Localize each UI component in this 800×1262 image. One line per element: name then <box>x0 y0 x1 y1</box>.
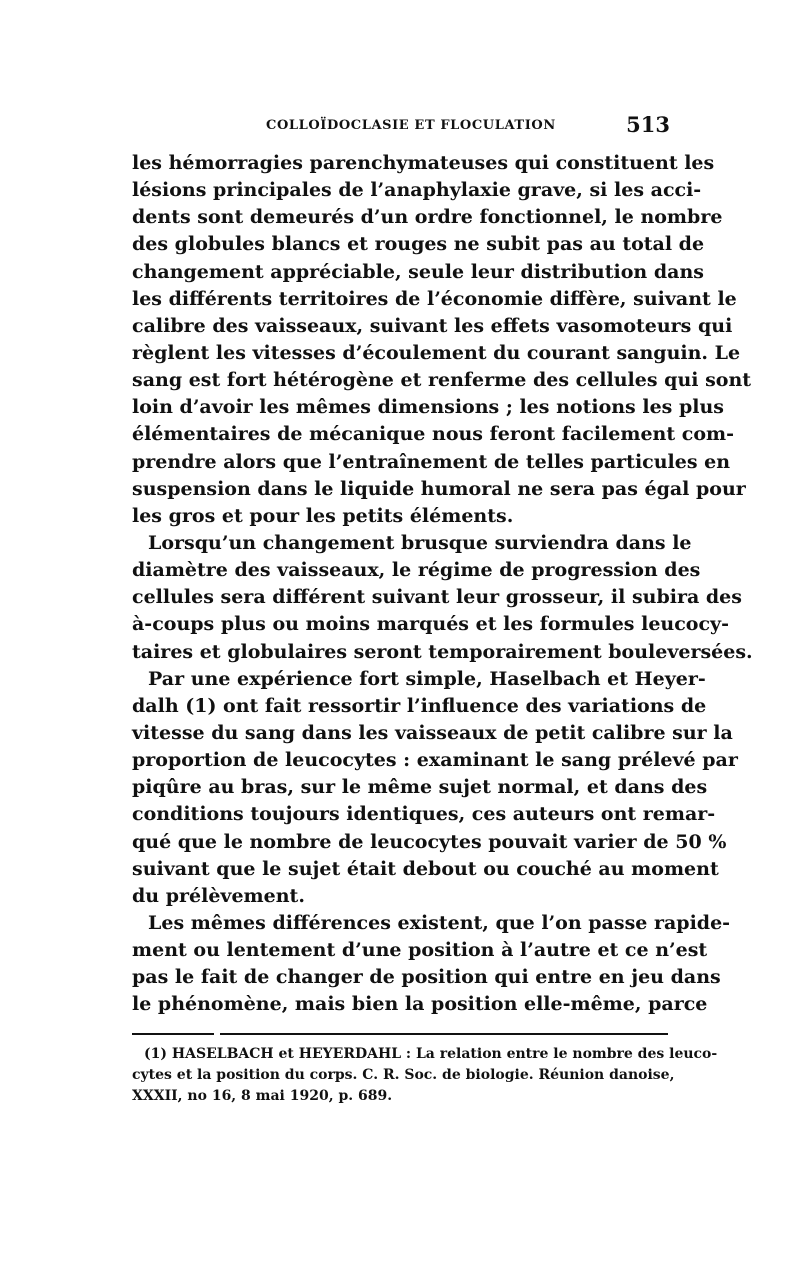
footnote-line: XXXII, no 16, 8 mai 1920, p. 689. <box>132 1088 393 1104</box>
text-line: proportion de leucocytes : examinant le sang prélevé par <box>132 749 738 772</box>
text-line: dents sont demeurés d’un ordre fonctionnel, le nombre <box>132 206 723 229</box>
separator-rule-long <box>220 1033 668 1035</box>
text-line: règlent les vitesses d’écoulement du courant sanguin. Le <box>132 341 741 364</box>
text-line: les gros et pour les petits éléments. <box>132 504 514 527</box>
text-line: loin d’avoir les mêmes dimensions ; les notions les plus <box>132 396 724 419</box>
text-line: vitesse du sang dans les vaisseaux de petit calibre sur la <box>132 721 733 744</box>
text-line: pas le fait de changer de position qui entre en jeu dans <box>132 966 721 989</box>
text-line: le phénomène, mais bien la position elle-même, parce <box>132 993 708 1016</box>
text-line: Les mêmes différences existent, que l’on passe rapide- <box>148 911 731 934</box>
text-line: Lorsqu’un changement brusque surviendra dans le <box>148 531 692 554</box>
text-line: taires et globulaires seront temporairement bouleversées. <box>132 640 753 663</box>
page-number: 513 <box>626 112 670 137</box>
text-line: des globules blancs et rouges ne subit pas au total de <box>132 233 705 256</box>
text-line: diamètre des vaisseaux, le régime de progression des <box>132 559 701 582</box>
body-text <box>132 150 753 1019</box>
text-line: ment ou lentement d’une position à l’autre et ce n’est <box>132 939 708 962</box>
text-line: Par une expérience fort simple, Haselbach et Heyer- <box>148 667 706 690</box>
text-line: changement appréciable, seule leur distribution dans <box>132 260 704 283</box>
text-line: du prélèvement. <box>132 884 305 907</box>
text-line: suspension dans le liquide humoral ne sera pas égal pour <box>132 477 746 500</box>
text-line: calibre des vaisseaux, suivant les effets vasomoteurs qui <box>132 314 733 337</box>
text-line: élémentaires de mécanique nous feront facilement com- <box>132 423 734 446</box>
running-title: COLLOÏDOCLASIE ET FLOCULATION <box>266 118 556 133</box>
separator-rule-short <box>132 1033 214 1035</box>
text-line: lésions principales de l’anaphylaxie grave, si les acci- <box>132 179 702 202</box>
text-line: piqûre au bras, sur le même sujet normal, et dans des <box>132 776 708 799</box>
text-line: les différents territoires de l’économie diffère, suivant le <box>132 287 737 310</box>
text-line: à-coups plus ou moins marqués et les formules leucocy- <box>132 613 729 636</box>
footnote-line: cytes et la position du corps. C. R. Soc. de biologie. Réunion danoise, <box>132 1067 675 1083</box>
text-line: prendre alors que l’entraînement de telles particules en <box>132 450 731 473</box>
text-line: les hémorragies parenchymateuses qui constituent les <box>132 152 715 174</box>
text-line: conditions toujours identiques, ces auteurs ont remar- <box>132 803 716 826</box>
footnote-line: (1) HASELBACH et HEYERDAHL : La relation entre le nombre des leuco- <box>144 1046 718 1062</box>
footnote <box>132 1044 718 1107</box>
text-line: dalh (1) ont fait ressortir l’influence des variations de <box>132 694 707 717</box>
text-line: cellules sera différent suivant leur grosseur, il subira des <box>132 586 742 609</box>
text-line: sang est fort hétérogène et renferme des cellules qui sont <box>132 369 752 392</box>
footnote-separator <box>132 1031 670 1037</box>
text-line: suivant que le sujet était debout ou couché au moment <box>132 857 719 880</box>
page-header <box>132 112 670 142</box>
text-line: qué que le nombre de leucocytes pouvait varier de 50 % <box>132 830 727 853</box>
